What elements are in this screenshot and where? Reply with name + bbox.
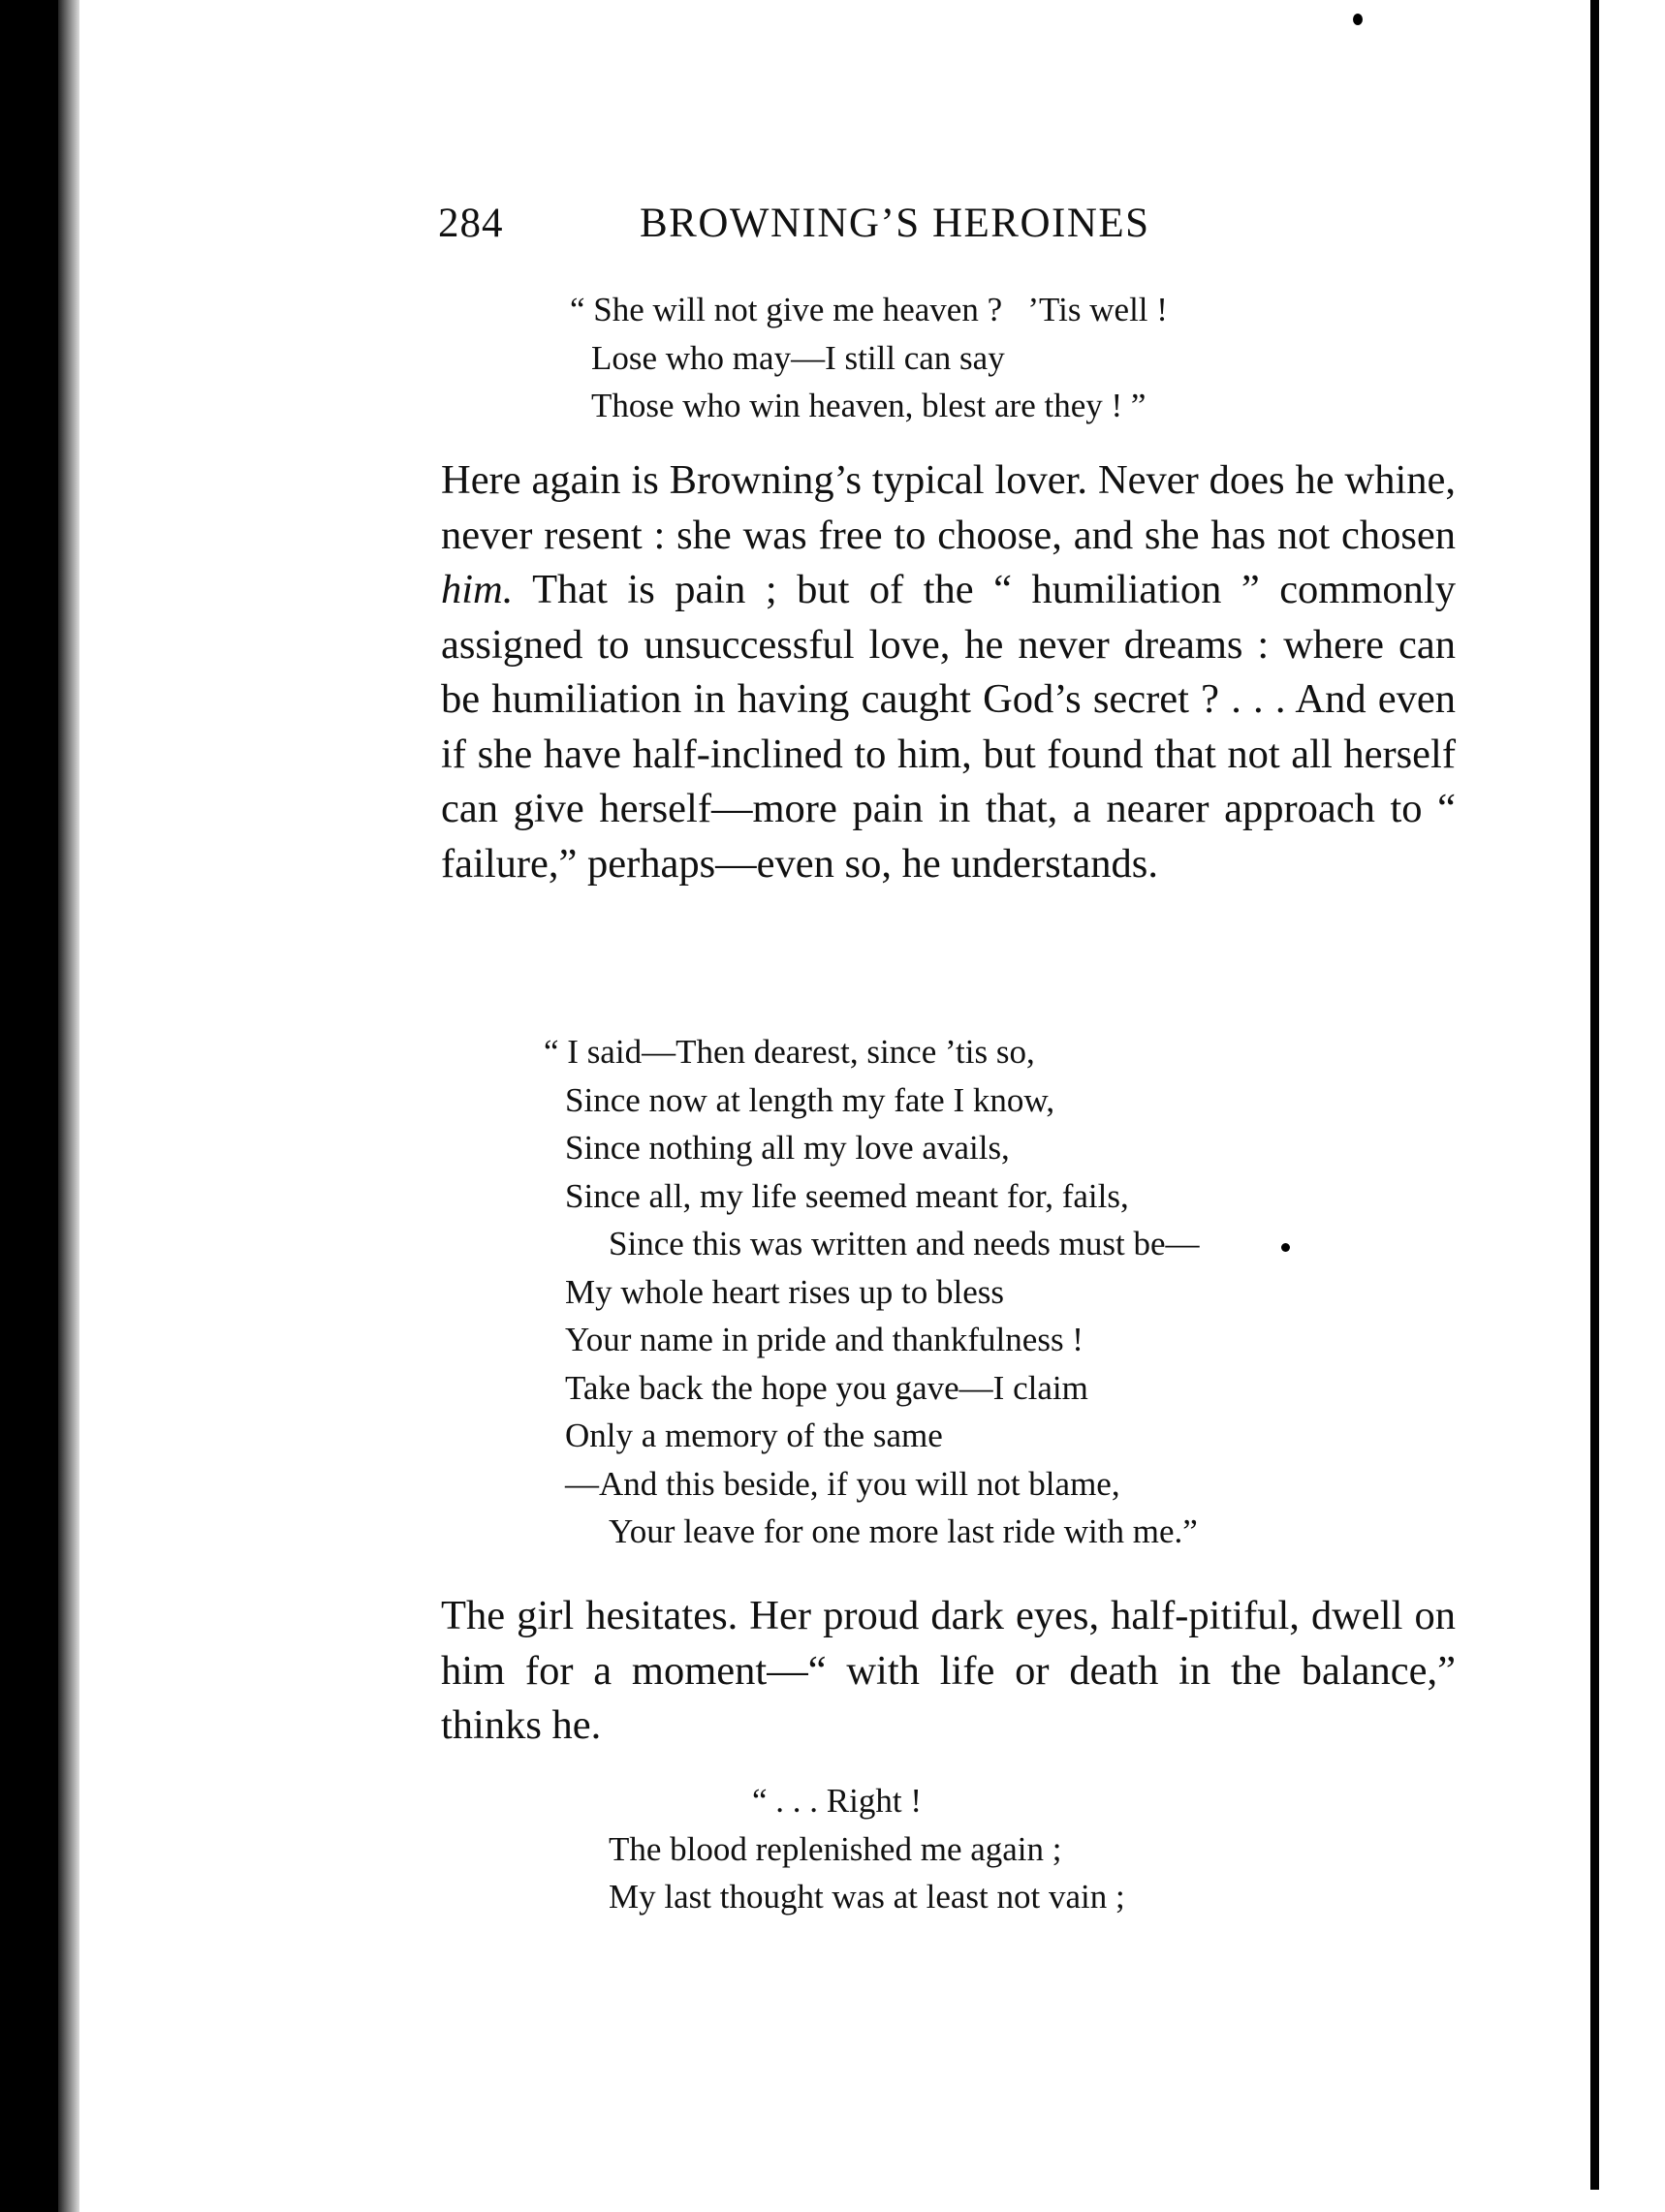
verse-line: My last thought was at least not vain ;	[609, 1878, 1125, 1916]
paragraph-1-text-a: Here again is Browning’s typical lover. Never does he whine, never resent : she was free to choose, and she has not chosen	[441, 457, 1456, 558]
verse-line: Only a memory of the same	[565, 1417, 943, 1454]
verse-line: Lose who may—I still can say	[591, 338, 1005, 377]
verse-line: —And this beside, if you will not blame,	[565, 1464, 1120, 1503]
speck-dot	[1353, 14, 1363, 25]
verse-line: Your leave for one more last ride with me.”	[609, 1512, 1198, 1550]
verse-line: My whole heart rises up to bless	[565, 1272, 1004, 1311]
verse-line: Since now at length my fate I know,	[565, 1080, 1055, 1119]
verse-block-1	[570, 286, 1168, 430]
verse-line: “ She will not give me heaven ? ’Tis well !	[570, 291, 1168, 328]
verse-line: Take back the hope you gave—I claim	[565, 1368, 1088, 1407]
paragraph-1-emphasis: him.	[441, 567, 514, 612]
page-number: 284	[438, 201, 504, 246]
binding-gradient	[58, 0, 79, 2212]
verse-line: “ . . . Right !	[752, 1782, 922, 1820]
page-edge-rule	[1590, 0, 1599, 2190]
running-title: BROWNING’S HEROINES	[640, 201, 1150, 246]
verse-line: Those who win heaven, blest are they ! ”	[591, 387, 1147, 424]
paragraph-1-text-b: That is pain ; but of the “ humiliation ” commonly assigned to unsuccessful love, he never dreams : where can be humiliation in having caught God’s secret ? . . . And even if she have half-inclined to him, but found that not all herself can give herself—more pain in that, a nearer approach to “ failure,” perhaps—even so, he understands.	[441, 567, 1456, 887]
speck-dot	[1281, 1243, 1290, 1252]
verse-line: “ I said—Then dearest, since ’tis so,	[544, 1033, 1035, 1071]
paragraph-2: The girl hesitates. Her proud dark eyes, half-pitiful, dwell on him for a moment—“ with life or death in the balance,” thinks he.	[441, 1593, 1456, 1748]
verse-line: The blood replenished me again ;	[609, 1829, 1062, 1868]
verse-line: Since nothing all my love avails,	[565, 1129, 1010, 1167]
verse-line: Your name in pride and thankfulness !	[565, 1321, 1084, 1358]
binding-shadow	[0, 0, 58, 2212]
verse-block-2	[544, 1028, 1200, 1556]
page-header	[438, 200, 1291, 258]
paragraph-1	[441, 453, 1456, 891]
verse-block-3	[609, 1777, 1125, 1921]
verse-line: Since this was written and needs must be—	[609, 1225, 1200, 1262]
verse-line: Since all, my life seemed meant for, fails,	[565, 1176, 1129, 1215]
